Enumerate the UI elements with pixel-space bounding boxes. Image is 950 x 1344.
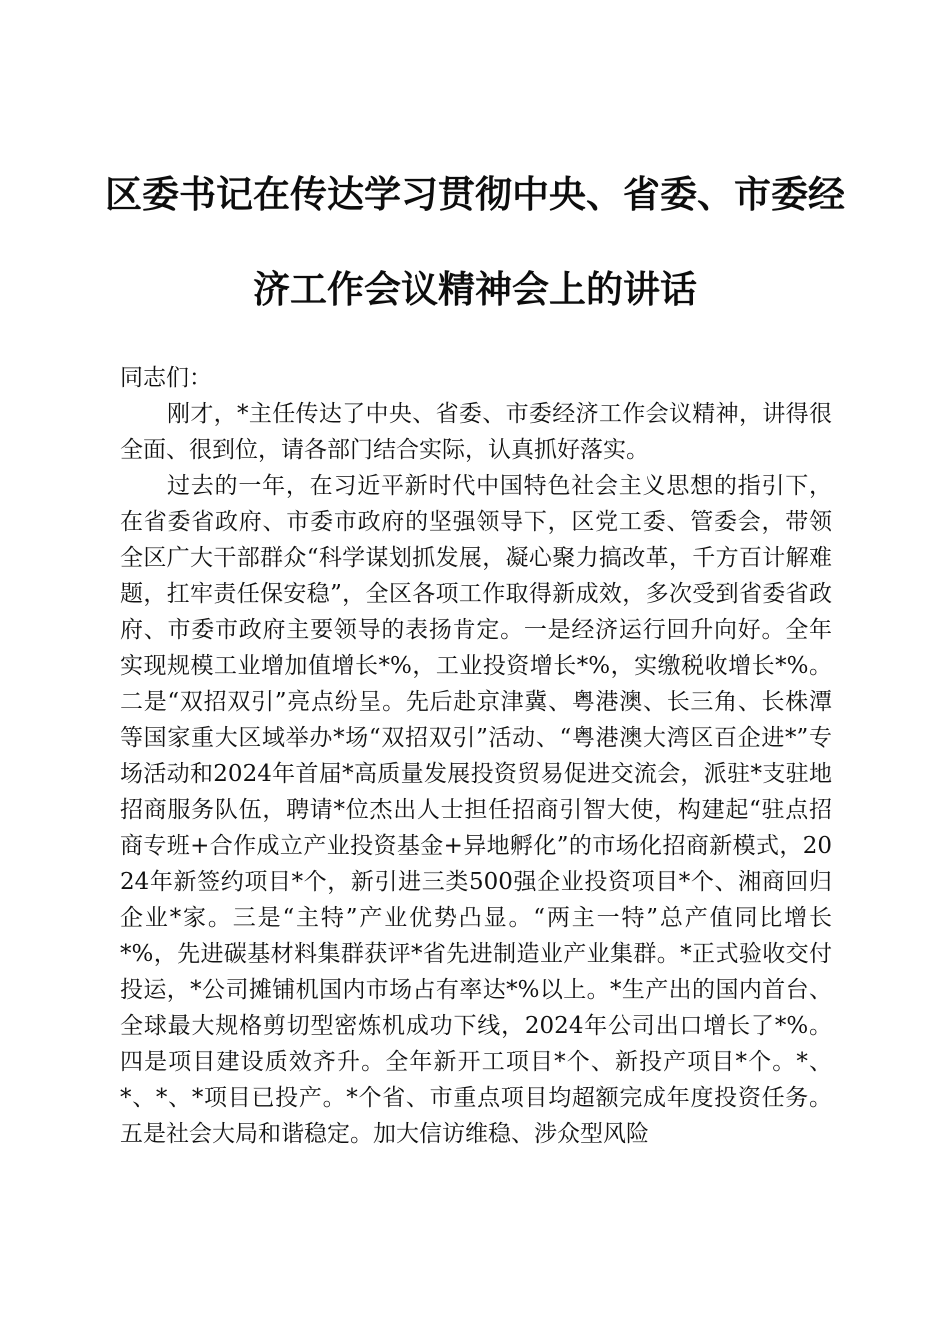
document-body bbox=[120, 360, 832, 1152]
greeting: 同志们： bbox=[120, 365, 212, 391]
document-title-line-2: 济工作会议精神会上的讲话 bbox=[253, 267, 697, 311]
paragraph-2: 过去的一年，在习近平新时代中国特色社会主义思想的指引下，在省委省政府、市委市政府的坚强领导下，区党工委、管委会，带领全区广大干部群众“科学谋划抓发展，凝心聚力搞改革，千方百计解难题，扛牢责任保安稳”，全区各项工作取得新成效，多次受到省委省政府、市委市政府主要领导的表扬肯定。一是经济运行回升向好。全年实现规模工业增加值增长*%，工业投资增长*%，实缴税收增长*%。二是“双招双引”亮点纷呈。先后赴京津冀、粤港澳、长三角、长株潭等国家重大区域举办*场“双招双引”活动、“粤港澳大湾区百企进*”专场活动和2024年首届*高质量发展投资贸易促进交流会，派驻*支驻地招商服务队伍，聘请*位杰出人士担任招商引智大使，构建起“驻点招商专班+合作成立产业投资基金+异地孵化”的市场化招商新模式，2024年新签约项目*个，新引进三类500强企业投资项目*个、湘商回归企业*家。三是“主特”产业优势凸显。“两主一特”总产值同比增长*%，先进碳基材料集群获评*省先进制造业产业集群。*正式验收交付投运，*公司摊铺机国内市场占有率达*%以上。*生产出的国内首台、全球最大规格剪切型密炼机成功下线，2024年公司出口增长了*%。四是项目建设质效齐升。全年新开工项目*个、新投产项目*个。*、*、*、*项目已投产。*个省、市重点项目均超额完成年度投资任务。五是社会大局和谐稳定。加大信访维稳、涉众型风险 bbox=[120, 473, 832, 1147]
document-title-line-1: 区委书记在传达学习贯彻中央、省委、市委经 bbox=[105, 172, 845, 216]
paragraph-1: 刚才，*主任传达了中央、省委、市委经济工作会议精神，讲得很全面、很到位，请各部门结合实际，认真抓好落实。 bbox=[120, 401, 832, 463]
